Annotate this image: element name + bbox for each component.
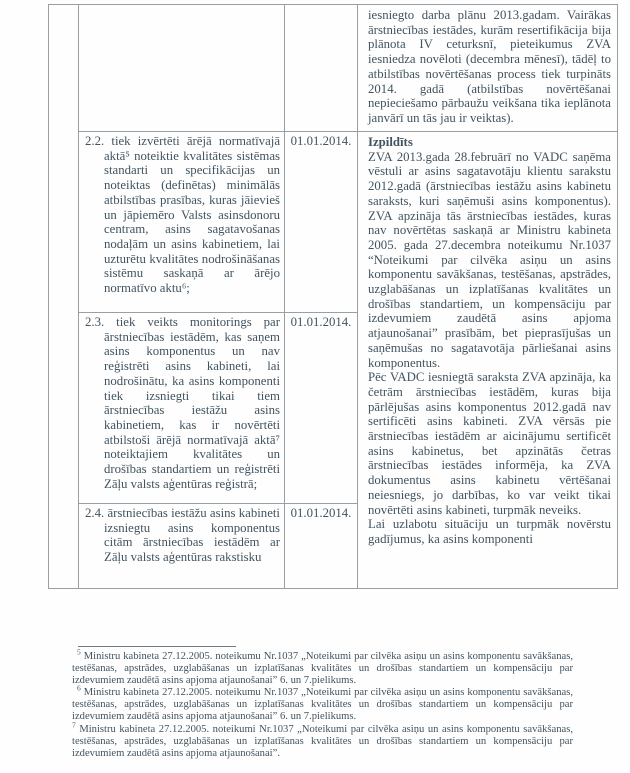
task-number: 2.3. <box>85 315 105 329</box>
task-number: 2.4. <box>85 506 105 520</box>
footnote-marker: 6 <box>77 683 81 693</box>
footnote-5 <box>72 647 574 687</box>
date-cell-empty <box>285 5 358 132</box>
task-cell-2-4 <box>79 504 285 589</box>
deadline-cell-2-4 <box>285 504 358 589</box>
footnote-6 <box>72 683 574 723</box>
table-row <box>49 5 618 132</box>
progress-report-table <box>48 4 618 589</box>
footnotes-section <box>72 646 573 760</box>
footnote-text: Ministru kabineta 27.12.2005. noteikumi Nr.1037 „Noteikumi par cilvēka asiņu un asins komponentu savākšanas, testēšanas, apstrādes, uzglabāšanas un izplatīšanas kvalitātes un drošības standartiem un kompensāciju par izdevumiem zaudētā asins apjoma atjaunošanai”. <box>72 723 573 759</box>
status-continuation-cell <box>358 5 618 132</box>
task-number: 2.2. <box>85 134 105 148</box>
footnote-text: Ministru kabineta 27.12.2005. noteikumu Nr.1037 „Noteikumi par cilvēka asiņu un asins komponentu savākšanas, testēšanas, apstrādes, uzglabāšanas un izplatīšanas kvalitātes un drošības standartiem un kompensāciju par izdevumiem zaudētā asins apjoma atjaunošanai” 6. un 7.pielikums. <box>72 651 574 687</box>
footnote-text: Ministru kabineta 27.12.2005. noteikumu Nr.1037 „Noteikumi par cilvēka asiņu un asins komponentu savākšanas, testēšanas, apstrādes, uzglabāšanas un izplatīšanas kvalitātes un drošības standartiem un kompensāciju par izdevumiem zaudētā asins apjoma atjaunošanai” 6. un 7.pielikums. <box>72 687 574 723</box>
status-paragraph: Lai uzlabotu situāciju un turpmāk novērstu gadījumus, ka asins komponenti <box>368 517 611 546</box>
task-cell-empty <box>79 5 285 132</box>
status-report-cell <box>358 132 618 589</box>
status-continuation-text: iesniegto darba plānu 2013.gadam. Vairākas ārstniecības iestādes, kurām resertifikācija bija plānota IV ceturksnī, pieteikumus ZVA iesniedza novēloti (decembra mēnesī), tādēļ to atbilstības novērtēšanas process tiek turpināts 2014. gadā (atbilstības novērtēšanai nepieciešamo pārbaužu veikšana tika ieplānota janvārī un tās jau ir veiktas). <box>368 8 611 125</box>
footnote-marker: 7 <box>72 720 76 730</box>
deadline-cell-2-2 <box>285 132 358 313</box>
status-paragraph: Pēc VADC iesniegtā saraksta ZVA apzināja, ka četrām ārstniecības iestādēm, kuras bija pārlējušas asins komponentus 2012.gadā nav sertificēti asins kabineti. ZVA vērsās pie ārstniecības iestādēm ar aicinājumu sertificēt asins kabinetus, bet apzinātās četras ārstniecības iestādes informēja, ka ZVA dokumentus asins kabinetu vērtēšanai neiesniegs, jo darbības, ko var veikt tikai novērtēti asins kabineti, turpmāk neveiks. <box>368 370 611 517</box>
deadline-cell-2-3 <box>285 313 358 504</box>
row-number-column-cell <box>49 5 79 589</box>
deadline-date: 01.01.2014. <box>290 134 352 148</box>
status-paragraph: ZVA 2013.gada 28.februārī no VADC saņēma vēstuli ar asins sagatavotāju klientu sarakstu 2012.gadā (ārstniecības iestāžu asins kabinetu saraksts, kuri saņēmuši asins komponentus). ZVA apzināja tās ārstniecības iestādes, kuras nav novērtētas saskaņā ar Ministru kabineta 2005. gada 27.decembra noteikumu Nr.1037 “Noteikumi par cilvēka asiņu un asins komponentu savākšanas, testēšanas, apstrādes, uzglabāšanas un izplatīšanas kvalitātes un drošības standartiem, un kompensāciju par izdevumiem zaudētā asins apjoma atjaunošanai” prasībām, bet pieprasījušas un saņēmušas no sagatavotāja pārliešanai asins komponentus. <box>368 149 611 370</box>
task-text: tiek veikts monitorings par ārstniecības iestādēm, kas saņem asins komponentus un nav reģistrēti asins kabineti, lai nodrošinātu, ka asins komponenti tiek izsniegti tikai tiem ārstniecības iestāžu asins kabinetiem, kas ir novērtēti atbilstoši ārējā normatīvajā aktā⁷ noteiktajiem kvalitātes un drošības standartiem un reģistrēti Zāļu valsts aģentūras reģistrā; <box>104 315 280 491</box>
footnote-separator-rule <box>78 646 236 647</box>
footnote-marker: 5 <box>77 647 81 657</box>
deadline-date: 01.01.2014. <box>290 506 352 520</box>
task-cell-2-3 <box>79 313 285 504</box>
status-heading: Izpildīts <box>368 135 413 149</box>
task-text: tiek izvērtēti ārējā normatīvajā aktā⁵ noteiktie kvalitātes sistēmas standarti un specifikācijas un noteiktas (definētas) minimālās atbilstības prasības, kuras jāievieš un jāpiemēro Valsts asinsdonoru centram, asins sagatavošanas nodaļām un asins kabinetiem, lai uzturētu kvalitātes nodrošināšanas sistēmu saskaņā ar ārējo normatīvo aktu⁶; <box>104 134 281 296</box>
table-row <box>49 132 618 313</box>
deadline-date: 01.01.2014. <box>290 315 352 329</box>
footnote-7 <box>72 720 573 760</box>
task-text: ārstniecības iestāžu asins kabineti izsniegtu asins komponentus citām ārstniecības iestādēm ar Zāļu valsts aģentūras rakstisku <box>104 506 280 565</box>
task-cell-2-2 <box>79 132 285 313</box>
